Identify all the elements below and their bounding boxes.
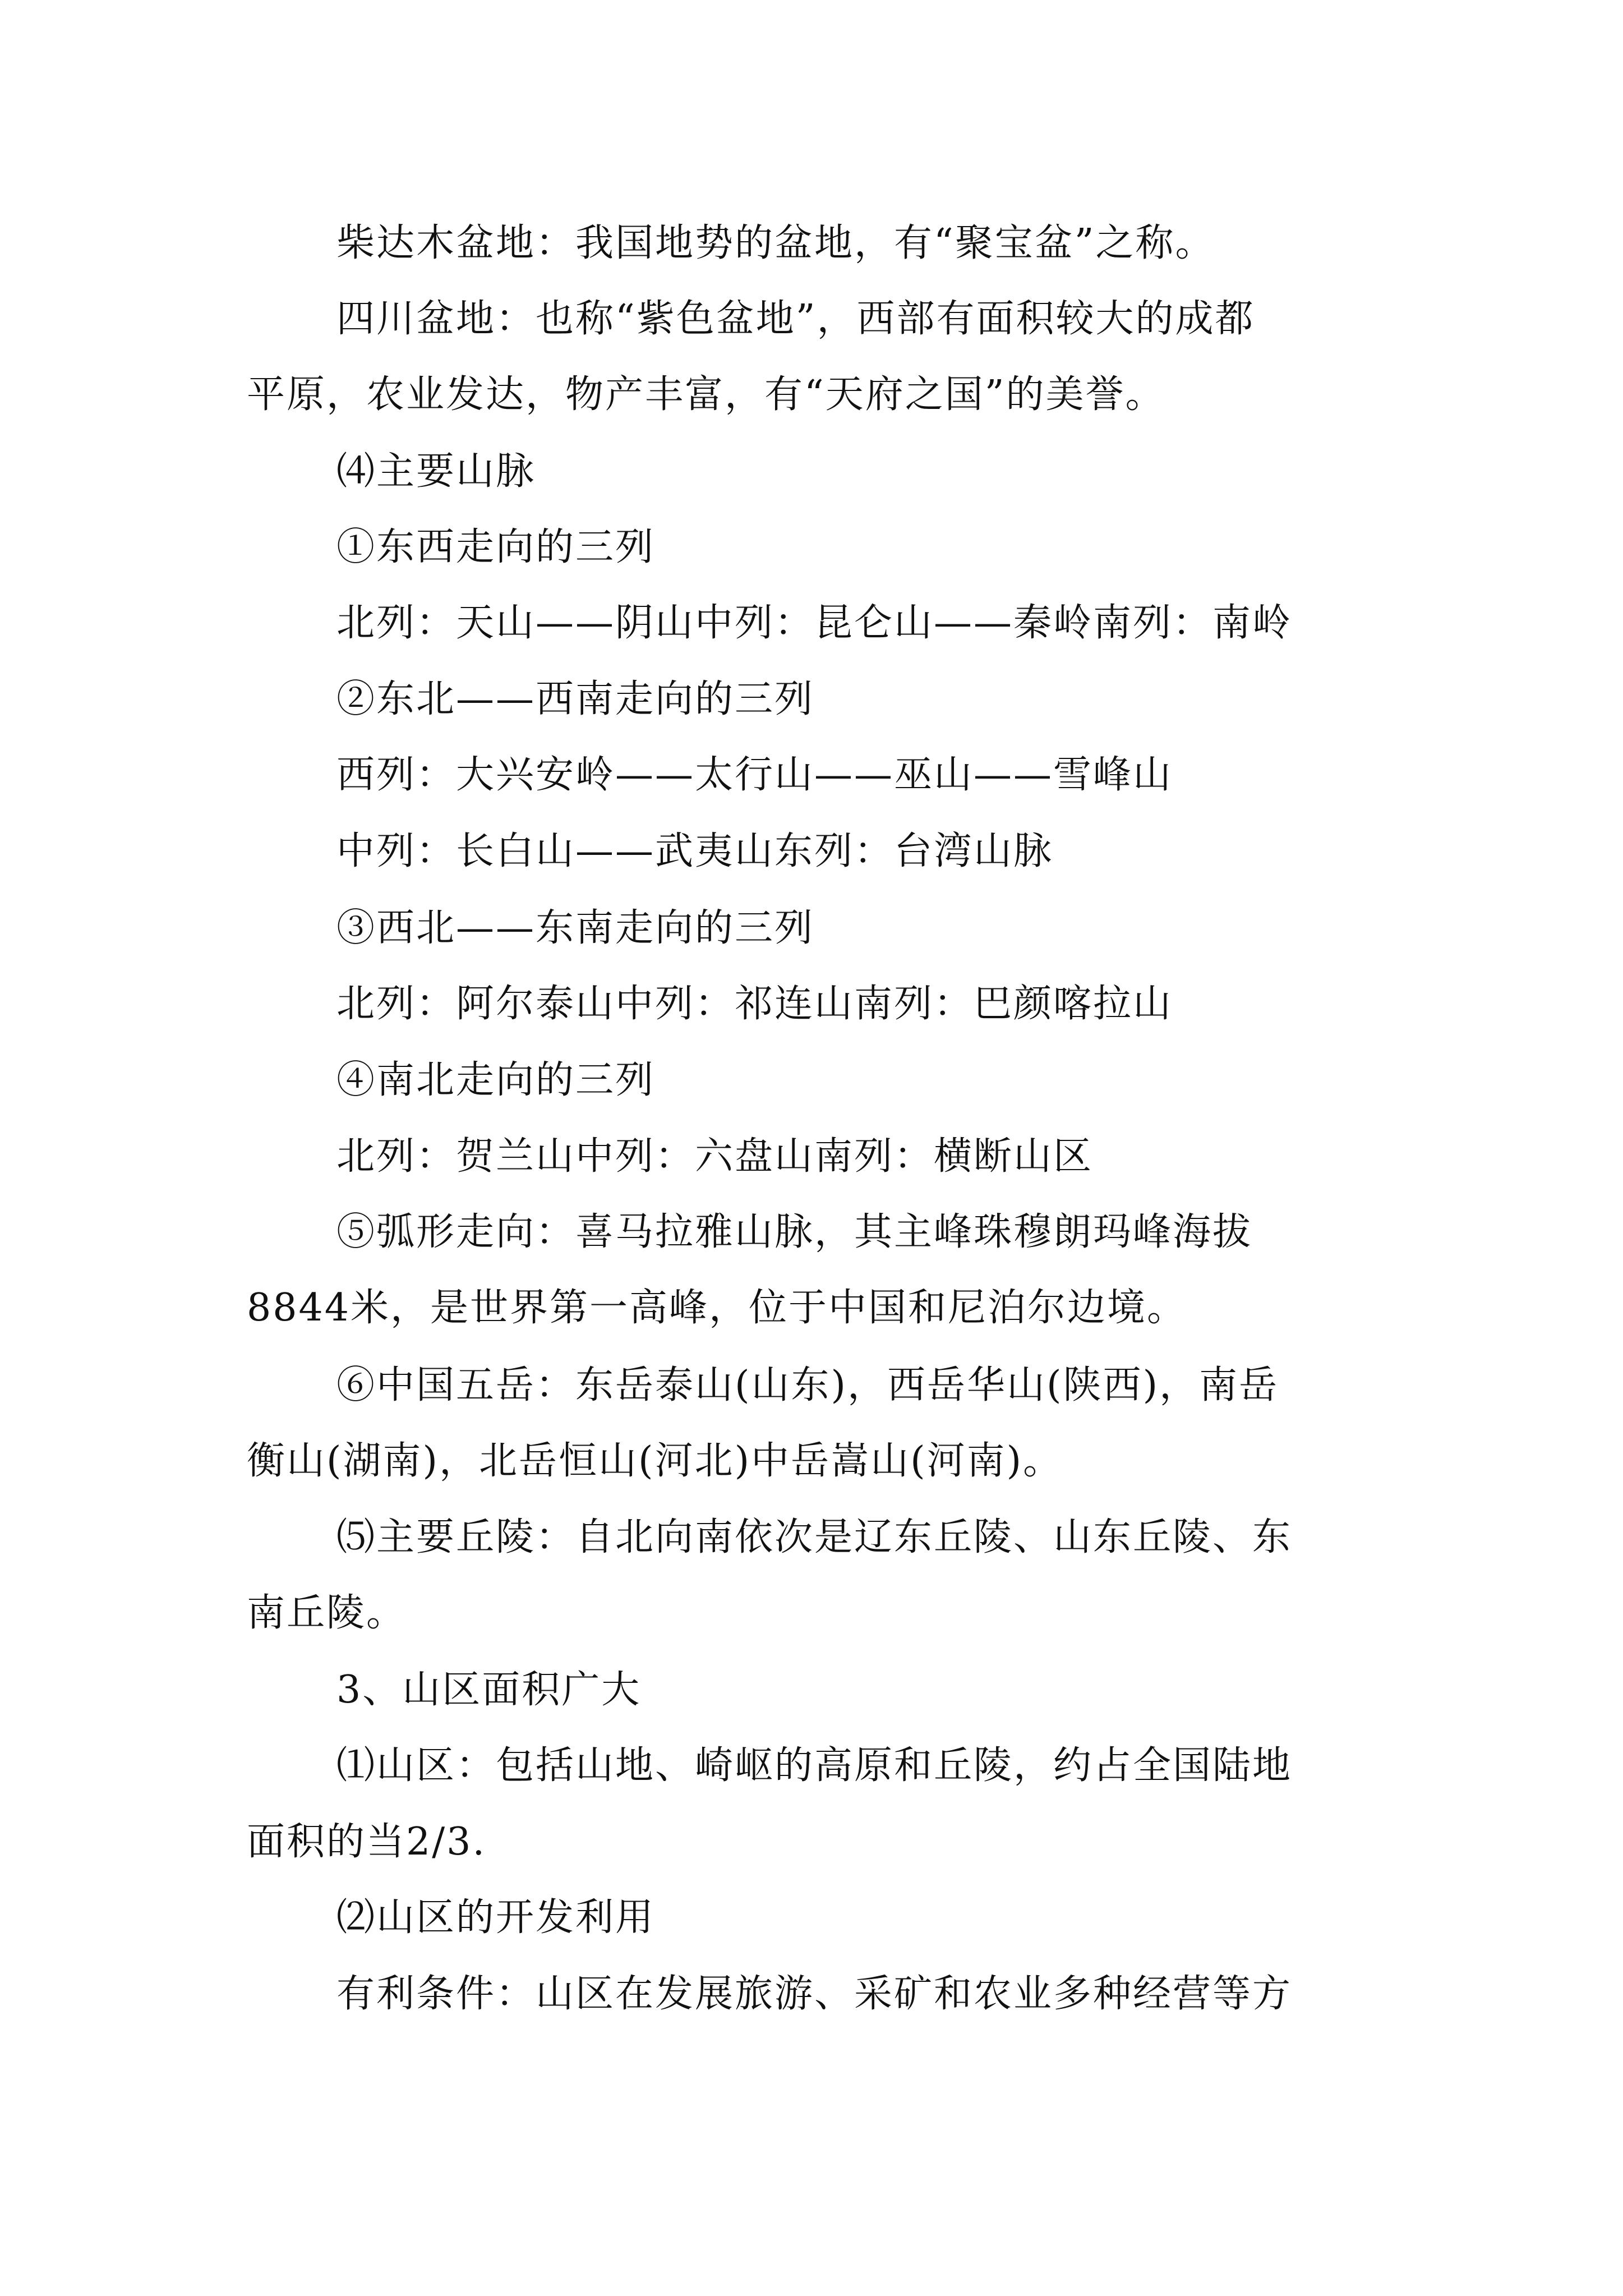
text-line: ③西北——东南走向的三列 (336, 906, 815, 950)
text-line: 北列：贺兰山中列：六盘山南列：横断山区 (336, 1134, 1094, 1179)
text-line: ⑤弧形走向：喜马拉雅山脉，其主峰珠穆朗玛峰海拔 (336, 1210, 1253, 1254)
text-line: 平原，农业发达，物产丰富，有“天府之国”的美誉。 (247, 372, 1165, 417)
text-line: ①东西走向的三列 (336, 525, 656, 569)
text-line: 面积的当2/3. (247, 1820, 487, 1864)
text-line: 柴达木盆地：我国地势的盆地，有“聚宝盆”之称。 (336, 221, 1215, 265)
text-line: 衡山(湖南)，北岳恒山(河北)中岳嵩山(河南)。 (247, 1439, 1063, 1483)
text-line: 四川盆地：也称“紫色盆地”，西部有面积较大的成都 (336, 297, 1255, 341)
text-line: ⑷主要山脉 (336, 449, 536, 494)
text-line: ⑥中国五岳：东岳泰山(山东)，西岳华山(陕西)，南岳 (336, 1363, 1279, 1407)
text-line: 有利条件：山区在发展旅游、采矿和农业多种经营等方 (336, 1972, 1293, 2016)
text-line: ⑸主要丘陵：自北向南依次是辽东丘陵、山东丘陵、东 (336, 1515, 1293, 1559)
text-line: 北列：天山——阴山中列：昆仑山——秦岭南列：南岭 (336, 601, 1293, 645)
text-line: ⑴山区：包括山地、崎岖的高原和丘陵，约占全国陆地 (336, 1743, 1293, 1788)
text-line: 南丘陵。 (247, 1591, 407, 1635)
text-line: ④南北走向的三列 (336, 1058, 656, 1102)
text-line: 中列：长白山——武夷山东列：台湾山脉 (336, 829, 1054, 873)
text-line: ⑵山区的开发利用 (336, 1895, 656, 1940)
text-line: 3、山区面积广大 (336, 1668, 642, 1712)
text-line: 北列：阿尔泰山中列：祁连山南列：巴颜喀拉山 (336, 982, 1173, 1026)
text-line: ②东北——西南走向的三列 (336, 677, 815, 721)
text-line: 8844米，是世界第一高峰，位于中国和尼泊尔边境。 (247, 1286, 1187, 1330)
text-line: 西列：大兴安岭——太行山——巫山——雪峰山 (336, 753, 1173, 797)
